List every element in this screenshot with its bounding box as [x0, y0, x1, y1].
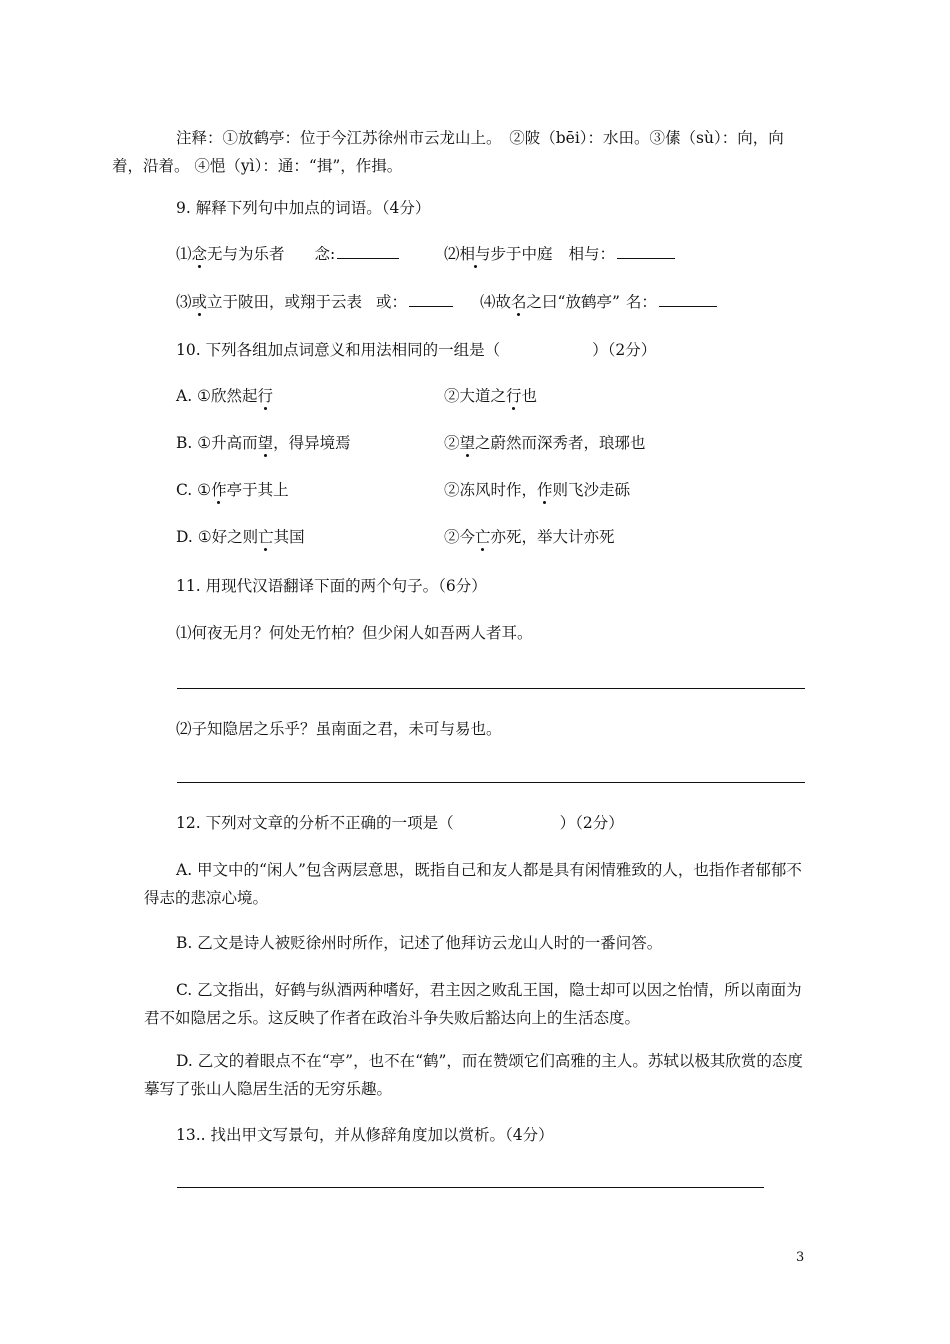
dotted-word: 亡: [258, 528, 274, 546]
dotted-word: 或: [191, 293, 208, 311]
dotted-word: 望: [459, 434, 476, 452]
q12-option-d: D. 乙文的着眼点不在“亭”，也不在“鹤”，而在赞颂它们高雅的主人。苏轼以极其欣赏的态度摹写了张山人隐居生活的无穷乐趣。: [144, 1052, 803, 1098]
q9-item-1: ⑴念无与为乐者 念:: [176, 243, 399, 265]
q12-option-b: B. 乙文是诗人被贬徐州时所作，记述了他拜访云龙山人时的一番问答。: [176, 934, 663, 952]
dotted-word: 念: [191, 245, 208, 263]
q12-option-a: A. 甲文中的“闲人”包含两层意思，既指自己和友人都是具有闲情雅致的人，也指作者郁郁不得志的悲凉心境。: [144, 861, 802, 907]
q10-option-c: C. ①作亭于其上 ②冻风时作，作则飞沙走砾: [176, 481, 631, 499]
dotted-word: 行: [257, 387, 273, 405]
q11-sentence-1: ⑴何夜无月？何处无竹柏？但少闲人如吾两人者耳。: [176, 624, 533, 642]
answer-blank[interactable]: [617, 257, 675, 259]
q9-row-1: [0, 243, 950, 265]
answer-blank[interactable]: [409, 305, 453, 307]
question-10-title: 10. 下列各组加点词意义和用法相同的一组是（ ）（2分）: [176, 341, 657, 359]
question-11-title: 11. 用现代汉语翻译下面的两个句子。（6分）: [176, 577, 487, 595]
dotted-word: 亡: [475, 528, 491, 546]
q10-option-a: A. ①欣然起行 ②大道之行也: [176, 387, 538, 405]
note-line-2: 着，沿着。 ④悒（yì）：通：“揖”，作揖。: [112, 157, 403, 175]
answer-line-2[interactable]: [177, 782, 805, 783]
page-number: 3: [796, 1250, 805, 1265]
question-13-title: 13.. 找出甲文写景句，并从修辞角度加以赏析。（4分）: [176, 1126, 554, 1144]
question-12-title: 12. 下列对文章的分析不正确的一项是（ ）（2分）: [176, 814, 624, 832]
annotation-note: [112, 124, 806, 180]
answer-line-3[interactable]: [177, 1187, 764, 1188]
answer-blank[interactable]: [337, 257, 399, 259]
answer-line-1[interactable]: [177, 688, 805, 689]
note-line-1: 注释：①放鹤亭：位于今江苏徐州市云龙山上。 ②陂（bēi）：水田。③傃（sù）：向，向: [176, 129, 784, 147]
q9-item-3: ⑶或立于陂田，或翔于云表 或：: [176, 291, 453, 313]
q12-option-c: C. 乙文指出，好鹤与纵酒两种嗜好，君主因之败乱王国，隐士却可以因之怡情，所以南面为君不如隐居之乐。这反映了作者在政治斗争失败后豁达向上的生活态度。: [144, 981, 802, 1027]
q10-option-d: D. ①好之则亡其国 ②今亡亦死，举大计亦死: [176, 528, 615, 546]
dotted-word: 行: [506, 387, 522, 405]
q11-sentence-2: ⑵子知隐居之乐乎？虽南面之君，未可与易也。: [176, 720, 502, 738]
q9-row-2: [0, 291, 950, 313]
dotted-word: 名: [511, 293, 527, 311]
question-9-title: 9. 解释下列句中加点的词语。（4分）: [176, 199, 431, 217]
q9-item-2: ⑵相与步于中庭 相与：: [444, 243, 675, 265]
q9-item-4: ⑷故名之曰“放鹤亭” 名：: [480, 291, 717, 313]
q10-option-b: B. ①升高而望，得异境焉 ②望之蔚然而深秀者，琅琊也: [176, 434, 646, 452]
dotted-word: 作: [537, 481, 553, 499]
answer-blank[interactable]: [659, 305, 717, 307]
dotted-word: 望: [257, 434, 274, 452]
dotted-word: 作: [211, 481, 227, 499]
dotted-word: 相与: [459, 245, 491, 263]
